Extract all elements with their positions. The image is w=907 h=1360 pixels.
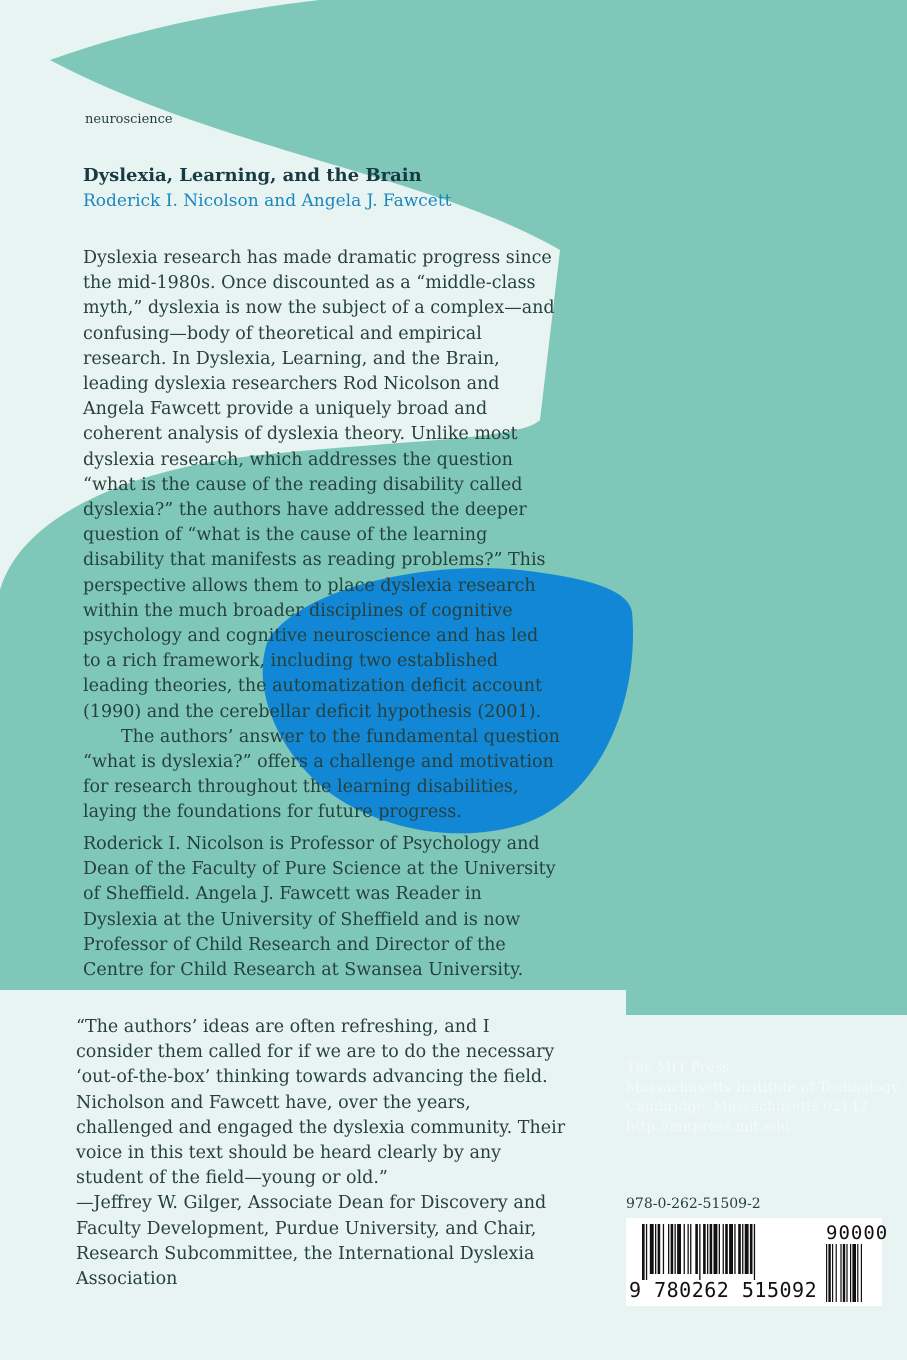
barcode-bar <box>745 1224 749 1274</box>
category-label: neuroscience <box>85 112 173 127</box>
barcode-bar <box>658 1224 661 1274</box>
barcode-ean-digits: 9 780262 515092 <box>629 1278 818 1302</box>
barcode-addon-bar <box>846 1244 847 1302</box>
barcode-addon-bar <box>857 1244 858 1302</box>
publisher-block <box>626 1059 899 1137</box>
barcode-addon-bar <box>843 1244 845 1302</box>
endorsement <box>76 1015 566 1292</box>
barcode-addon-bar <box>850 1244 851 1302</box>
isbn-number: 978-0-262-51509-2 <box>626 1196 761 1212</box>
barcode-bar <box>725 1224 728 1274</box>
barcode-addon-bar <box>852 1244 856 1302</box>
barcode-bar <box>750 1224 753 1274</box>
book-authors: Roderick I. Nicolson and Angela J. Fawcett <box>83 191 452 211</box>
publisher-url[interactable]: http://mitpress.mit.edu <box>626 1118 790 1135</box>
barcode-bar <box>714 1224 718 1274</box>
barcode-bar <box>729 1224 733 1274</box>
barcode-addon-bar <box>832 1244 833 1302</box>
barcode-bar <box>650 1224 654 1274</box>
author-bio: Roderick I. Nicolson is Professor of Psychology and Dean of the Faculty of Pure Science at the University of Sheffield. Angela J. Fawcett was Reader in Dyslexia at the University of Sheffield and is now Professor of Child Research and Director of the Centre for Child Research at Swansea University. <box>83 834 556 981</box>
barcode-bar <box>690 1224 691 1274</box>
endorsement-attribution: —Jeffrey W. Gilger, Associate Dean for Discovery and Faculty Development, Purdue University, and Chair, Research Subcommittee, the International Dyslexia Association <box>76 1193 547 1290</box>
barcode-bar <box>684 1224 685 1274</box>
barcode-bar <box>703 1224 706 1274</box>
barcode-bar <box>734 1224 735 1274</box>
barcode-bar <box>723 1224 724 1274</box>
book-description <box>83 246 561 826</box>
barcode-bar <box>646 1224 647 1280</box>
barcode-addon-digits: 90000 <box>826 1222 889 1244</box>
description-paragraph-1: Dyslexia research has made dramatic progress since the mid-1980s. Once discounted as a “middle-class myth,” dyslexia is now the subject of a complex—and confusing—body of theoretical and empirical research. In Dyslexia, Learning, and the Brain, leading dyslexia researchers Rod Nicolson and Angela Fawcett provide a uniquely broad and coherent analysis of dyslexia theory. Unlike most dyslexia research, which addresses the question “what is the cause of the reading disability called dyslexia?” the authors have addressed the deeper question of “what is the cause of the learning disability that manifests as reading problems?” This perspective allows them to place dyslexia research within the much broader disciplines of cognitive psychology and cognitive neuroscience and has led to a rich framework, including two established leading theories, the automatization deficit account (1990) and the cerebellar deficit hypothesis (2001). <box>83 248 555 722</box>
barcode-addon-bar <box>840 1244 841 1302</box>
barcode-bar <box>655 1224 656 1274</box>
barcode <box>626 1218 889 1306</box>
barcode-bar <box>677 1224 681 1274</box>
publisher-address: Cambridge, Massachusetts 02142 <box>626 1099 868 1116</box>
barcode-bar <box>754 1224 755 1280</box>
barcode-bar <box>675 1224 676 1274</box>
barcode-bar <box>738 1224 741 1274</box>
barcode-addon-bar <box>836 1244 837 1302</box>
barcode-bar <box>642 1224 645 1280</box>
barcode-bar <box>695 1224 698 1274</box>
barcode-bar <box>707 1224 708 1274</box>
barcode-bar <box>699 1224 700 1280</box>
barcode-bar <box>668 1224 669 1274</box>
publisher-institution: Massachusetts Institute of Technology <box>626 1079 900 1096</box>
barcode-bar <box>742 1224 743 1274</box>
barcode-addon-bar <box>861 1244 862 1302</box>
barcode-bar <box>710 1224 713 1274</box>
barcode-bar <box>671 1224 674 1274</box>
barcode-bar <box>719 1224 720 1274</box>
description-paragraph-2: The authors’ answer to the fundamental question “what is dyslexia?” offers a challenge and motivation for research throughout the learning disabilities, laying the foundations for future progress. <box>83 726 560 823</box>
barcode-bar <box>688 1224 689 1274</box>
publisher-name: The MIT Press <box>626 1060 730 1076</box>
barcode-bar <box>663 1224 664 1274</box>
endorsement-quote: “The authors’ ideas are often refreshing, and I consider them called for if we are to do the necessary ‘out-of-the-box’ thinking towards advancing the field. Nicholson and Fawcett have, over the years, challenged and engaged the dyslexia community. Their voice in this text should be heard clearly by any student of the field—young or old.” <box>76 1017 566 1189</box>
barcode-addon-bar <box>828 1244 830 1302</box>
barcode-addon-bar <box>826 1244 827 1302</box>
book-title: Dyslexia, Learning, and the Brain <box>83 165 422 186</box>
